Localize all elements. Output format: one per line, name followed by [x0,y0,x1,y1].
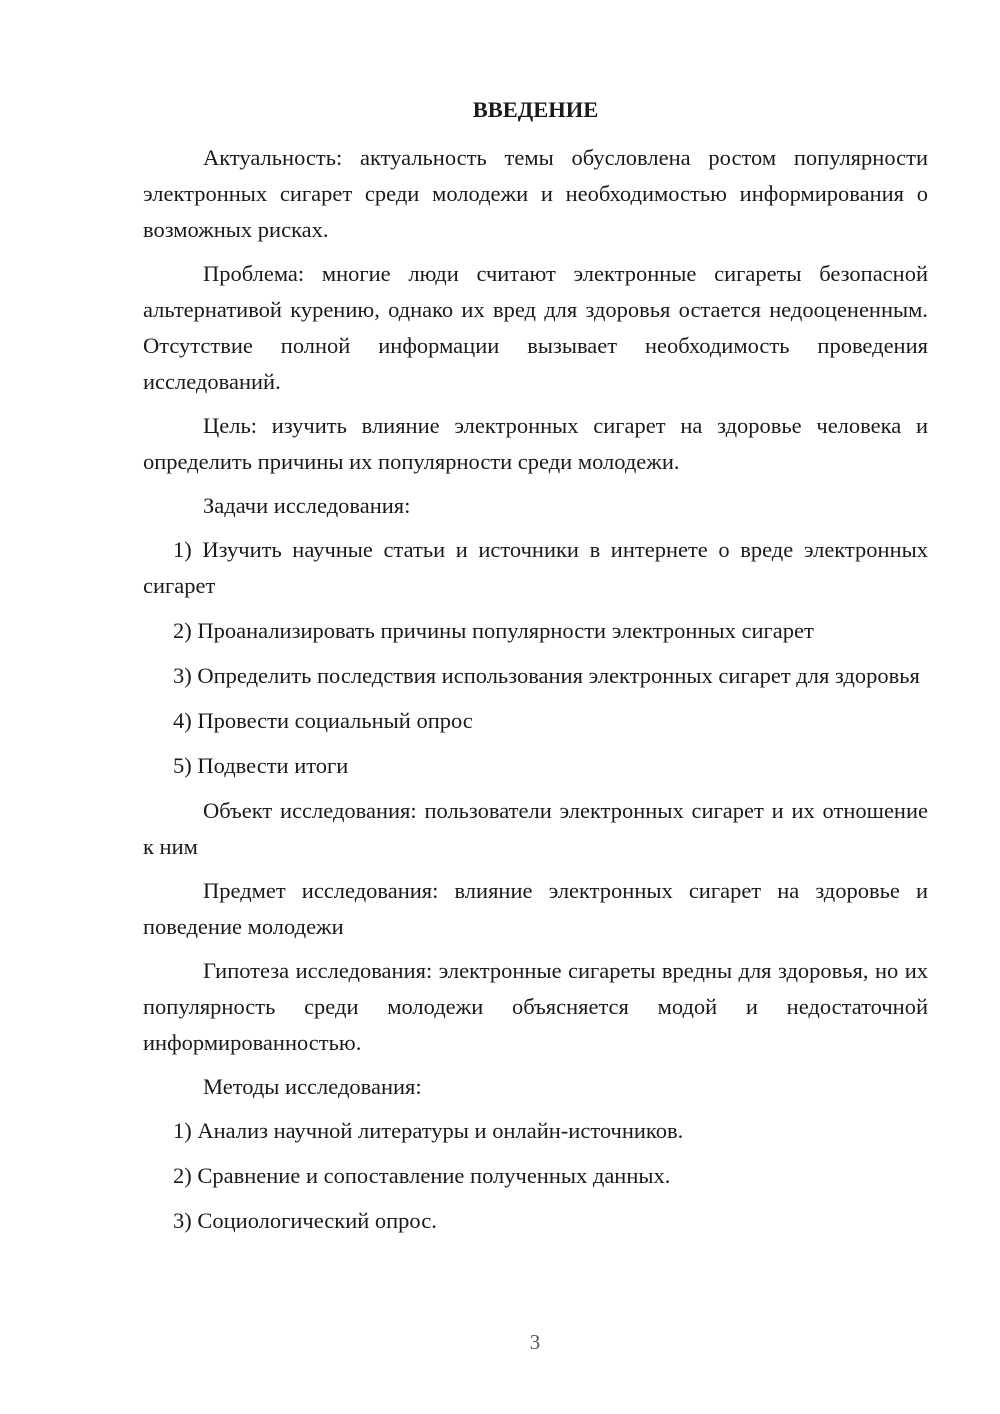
task-item-5: 5) Подвести итоги [173,753,349,778]
relevance-paragraph: Актуальность: актуальность темы обусловлена ростом популярности электронных сигарет среди молодежи и необходимостью информирования о возможных рисках. [143,145,928,242]
goal-paragraph: Цель: изучить влияние электронных сигарет на здоровье человека и определить причины их популярности среди молодежи. [143,413,928,474]
page-number: 3 [529,1330,541,1354]
task-item-4: 4) Провести социальный опрос [173,708,473,733]
method-item-3: 3) Социологический опрос. [173,1208,437,1233]
hypothesis-paragraph: Гипотеза исследования: электронные сигареты вредны для здоровья, но их популярность среди молодежи объясняется модой и недостаточной информированностью. [143,958,928,1055]
section-title: ВВЕДЕНИЕ [472,97,599,122]
page-content [143,92,928,1248]
task-item-1: 1) Изучить научные статьи и источники в интернете о вреде электронных сигарет [143,537,928,598]
method-item-1: 1) Анализ научной литературы и онлайн-источников. [173,1118,684,1143]
tasks-heading: Задачи исследования: [203,493,411,518]
task-item-2: 2) Проанализировать причины популярности электронных сигарет [173,618,814,643]
object-paragraph: Объект исследования: пользователи электронных сигарет и их отношение к ним [143,798,928,859]
task-item-3: 3) Определить последствия использования электронных сигарет для здоровья [173,663,920,688]
problem-paragraph: Проблема: многие люди считают электронные сигареты безопасной альтернативой курению, однако их вред для здоровья остается недооцененным. Отсутствие полной информации вызывает необходимость проведения исследований. [143,261,928,394]
method-item-2: 2) Сравнение и сопоставление полученных данных. [173,1163,671,1188]
methods-heading: Методы исследования: [203,1074,422,1099]
subject-paragraph: Предмет исследования: влияние электронных сигарет на здоровье и поведение молодежи [143,878,928,939]
